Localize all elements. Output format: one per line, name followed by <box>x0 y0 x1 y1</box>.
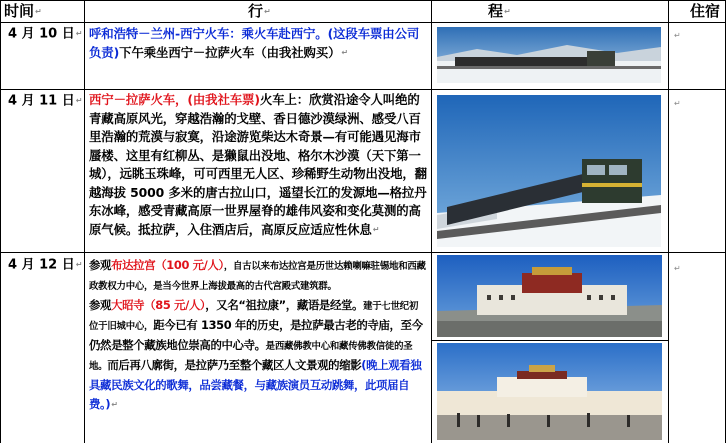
paragraph-mark: ↵ <box>674 99 681 108</box>
jokhang-square-photo <box>437 343 662 440</box>
row2-date-text: 4 月 11 日 <box>8 93 75 109</box>
paragraph-mark: ↵ <box>75 29 83 38</box>
row3-visit-label: 参观 <box>89 258 112 272</box>
header-stay-label: 住宿 <box>690 2 721 20</box>
col-divider-stay <box>668 0 669 443</box>
header-row-divider <box>0 22 726 23</box>
col-divider-photo <box>431 0 432 443</box>
row-divider-2 <box>0 252 726 253</box>
paragraph-mark: ↵ <box>35 6 42 16</box>
paragraph-mark: ↵ <box>264 6 271 16</box>
train-photo <box>437 27 661 83</box>
header-time-label: 时间 <box>4 2 35 20</box>
train-photo <box>437 95 661 247</box>
row3-evening-note: (晚上观看独具藏民族文化的歌舞，品尝藏餐，与藏族演员互动跳舞，此项届自费。) <box>89 358 422 411</box>
row-divider-1 <box>0 89 726 90</box>
paragraph-mark: ↵ <box>75 96 83 105</box>
row3-visit-label: 参观 <box>89 298 112 312</box>
paragraph-mark: ↵ <box>372 224 380 234</box>
paragraph-mark: ↵ <box>75 260 83 269</box>
row2-route-title: 西宁－拉萨火车，(由我社车票) <box>89 92 260 107</box>
header-route-left-label: 行 <box>248 2 264 20</box>
header-stay <box>690 0 720 22</box>
table-border-top <box>0 0 726 1</box>
row3-jokhang-built: 建于七世纪初位于旧城中心， <box>89 301 419 332</box>
header-route-right-label: 程 <box>488 2 504 20</box>
row2-date <box>8 92 82 111</box>
stay-row2 <box>673 93 681 112</box>
stay-row3 <box>673 258 681 277</box>
row3-potala-ticket: 布达拉宫（100 元/人） <box>111 258 224 272</box>
row3-itinerary <box>89 256 427 414</box>
row3-jokhang-holy: 是西藏佛教中心和藏传佛教信徒的圣地。 <box>89 341 413 372</box>
paragraph-mark: ↵ <box>674 31 681 40</box>
row1-route-title: 呼和浩特－兰州-西宁火车：乘火车赴西宁。(这段车票由公司负责) <box>89 26 420 60</box>
paragraph-mark: ↵ <box>111 400 118 409</box>
row2-route-detail: 火车上：欣赏沿途令人叫绝的青藏高原风光，穿越浩瀚的戈壁、香日德沙漠绿洲、感受八百里浩瀚的荒漠与寂寞，沿途游览柴达木奇景—有可能遇见海市蜃楼、这里有红柳丛、是獭鼠出没地、格尔木沙漠（天下第一城），远眺玉珠峰，可可西里无人区、珍稀野生动物出没地，翻越海拔 5000 多米的唐古拉山口，遥望长江的发源地—格拉丹东冰峰，感受青藏高原一世界屋脊的雄伟风姿和变化莫测的高原气候。抵拉萨，入住酒店后，高原反应适应性休息 <box>89 92 427 237</box>
header-time <box>4 0 42 23</box>
potala-palace-photo <box>437 255 662 337</box>
paragraph-mark: ↵ <box>341 47 348 57</box>
paragraph-mark: ↵ <box>674 264 681 273</box>
stay-row1 <box>673 25 681 44</box>
col-divider-date <box>84 0 85 443</box>
paragraph-mark: ↵ <box>504 6 511 16</box>
photo-divider-row3 <box>431 340 668 341</box>
row2-itinerary <box>89 91 427 239</box>
table-border-left <box>0 0 1 443</box>
row1-date <box>8 25 82 44</box>
row3-barkhor: 而后再八廓街，是拉萨乃至整个藏区人文景观的缩影 <box>107 358 362 372</box>
header-route-left <box>248 0 271 23</box>
row3-potala-desc: ，自古以来布达拉宫是历世达赖喇嘛驻锡地和西藏政教权力中心，是当今世界上海拔最高的古代宫殿式建筑群。 <box>89 261 426 292</box>
row3-jokhang-history: 距今已有 1350 年的历史，是拉萨最古老的寺庙，至今仍然是整个藏族地位崇高的中心寺。 <box>89 318 423 352</box>
row1-route-detail: 下午乘坐西宁－拉萨火车（由我社购买） <box>119 44 341 60</box>
row1-itinerary <box>89 25 427 62</box>
header-route-right <box>488 0 511 23</box>
row3-date-text: 4 月 12 日 <box>8 257 75 273</box>
row3-jokhang-name: ，又名“祖拉康”，藏语是经堂。 <box>205 298 364 312</box>
row3-date <box>8 256 82 275</box>
row1-date-text: 4 月 10 日 <box>8 26 75 42</box>
row3-jokhang-ticket: 大昭寺（85 元/人） <box>111 298 206 312</box>
